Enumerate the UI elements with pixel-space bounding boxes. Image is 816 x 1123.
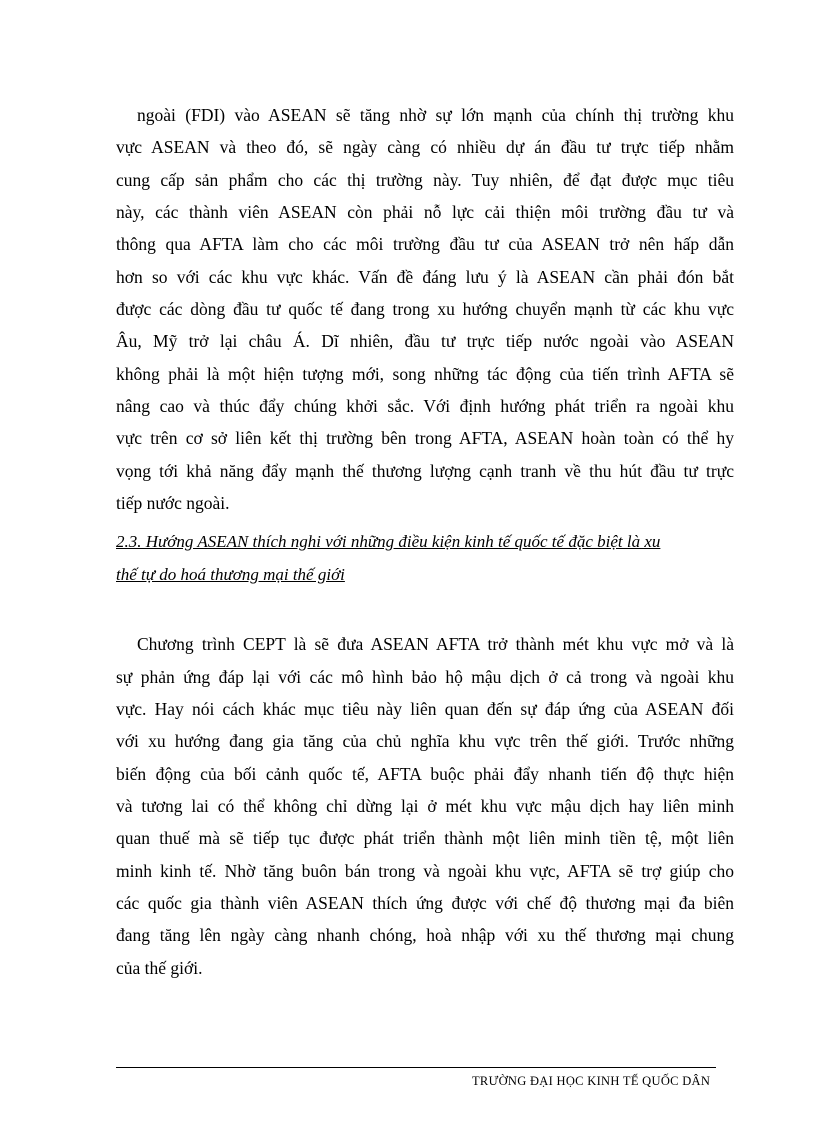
section-heading-line: 2.3. Hướng ASEAN thích nghi với những điều kiện kinh tế quốc tế đặc biệt là xu — [116, 532, 661, 551]
paragraph-line: ngoài (FDI) vào ASEAN sẽ tăng nhờ sự lớn mạnh của chính thị trường khu — [137, 105, 734, 125]
paragraph-line: vọng tới khả năng đẩy mạnh thế thương lượng cạnh tranh về thu hút đầu tư trực — [116, 461, 734, 481]
paragraph-line: được các dòng đầu tư quốc tế đang trong xu hướng chuyển mạnh từ các khu vực — [116, 299, 734, 319]
paragraph-line: cung cấp sản phẩm cho các thị trường này. Tuy nhiên, để đạt được mục tiêu — [116, 170, 734, 190]
paragraph-line: thông qua AFTA làm cho các môi trường đầu tư của ASEAN trở nên hấp dẫn — [116, 234, 734, 254]
paragraph-line: biến động của bối cảnh quốc tế, AFTA buộc phải đẩy nhanh tiến độ thực hiện — [116, 764, 734, 784]
paragraph-line: không phải là một hiện tượng mới, song những tác động của tiến trình AFTA sẽ — [116, 364, 734, 384]
paragraph-line: vực ASEAN và theo đó, sẽ ngày càng có nhiều dự án đầu tư trực tiếp nhằm — [116, 137, 734, 157]
paragraph-line: của thế giới. — [116, 958, 203, 978]
paragraph-line: sự phản ứng đáp lại với các mô hình bảo hộ mậu dịch ở cả trong và ngoài khu — [116, 667, 734, 687]
paragraph-line: đang tăng lên ngày càng nhanh chóng, hoà nhập với xu thế thương mại chung — [116, 925, 734, 945]
paragraph-line: Chương trình CEPT là sẽ đưa ASEAN AFTA trở thành mét khu vực mở và là — [137, 634, 734, 654]
paragraph-line: hơn so với các khu vực khác. Vấn đề đáng lưu ý là ASEAN cần phải đón bắt — [116, 267, 734, 287]
paragraph-line: quan thuế mà sẽ tiếp tục được phát triển thành một liên minh tiền tệ, một liên — [116, 828, 734, 848]
section-heading-line: thế tự do hoá thương mại thế giới — [116, 565, 345, 584]
paragraph-line: và tương lai có thể không chỉ dừng lại ở mét khu vực mậu dịch hay liên minh — [116, 796, 734, 816]
paragraph-line: Âu, Mỹ trở lại châu Á. Dĩ nhiên, đầu tư trực tiếp nước ngoài vào ASEAN — [116, 331, 734, 351]
paragraph-line: vực trên cơ sở liên kết thị trường bên trong AFTA, ASEAN hoàn toàn có thể hy — [116, 428, 734, 448]
footer-text: TRƯỜNG ĐẠI HỌC KINH TẾ QUỐC DÂN — [472, 1074, 711, 1088]
paragraph-line: tiếp nước ngoài. — [116, 493, 230, 513]
paragraph-line: này, các thành viên ASEAN còn phải nỗ lực cải thiện môi trường đầu tư và — [116, 202, 734, 222]
paragraph-line: vực. Hay nói cách khác mục tiêu này liên quan đến sự đáp ứng của ASEAN đối — [116, 699, 734, 719]
paragraph-line: các quốc gia thành viên ASEAN thích ứng được với chế độ thương mại đa biên — [116, 893, 734, 913]
paragraph-line: nâng cao và thúc đẩy chúng khởi sắc. Với định hướng phát triển ra ngoài khu — [116, 396, 734, 416]
paragraph-line: minh kinh tế. Nhờ tăng buôn bán trong và ngoài khu vực, AFTA sẽ trợ giúp cho — [116, 861, 734, 881]
footer-divider — [116, 1067, 716, 1068]
paragraph-line: với xu hướng đang gia tăng của chủ nghĩa khu vực trên thế giới. Trước những — [116, 731, 734, 751]
